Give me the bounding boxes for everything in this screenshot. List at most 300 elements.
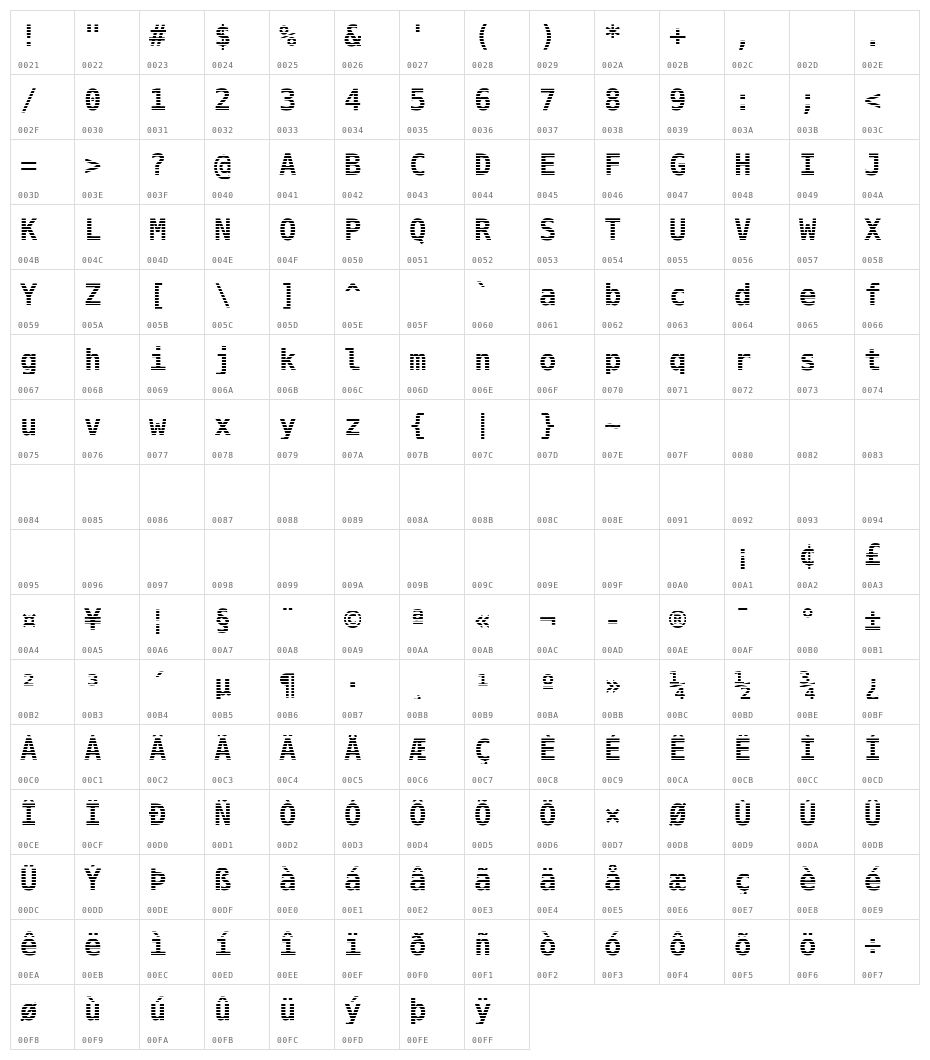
glyph-cell[interactable]: [140, 140, 205, 205]
glyph-cell[interactable]: [790, 595, 855, 660]
glyph-cell[interactable]: [790, 335, 855, 400]
glyph-cell[interactable]: [335, 595, 400, 660]
glyph-cell[interactable]: [75, 465, 140, 530]
glyph-cell[interactable]: [140, 465, 205, 530]
glyph-cell[interactable]: [400, 10, 465, 75]
glyph-code-label: 006F: [537, 386, 559, 395]
glyph-cell[interactable]: [335, 335, 400, 400]
glyph-cell[interactable]: [335, 790, 400, 855]
glyph-preview: y: [279, 408, 297, 442]
glyph-cell[interactable]: [855, 400, 920, 465]
glyph-code-label: 004B: [18, 256, 40, 265]
glyph-cell[interactable]: [400, 75, 465, 140]
glyph-preview: ã: [474, 863, 492, 897]
glyph-cell[interactable]: [400, 335, 465, 400]
glyph-code-label: 00A2: [797, 581, 819, 590]
glyph-cell[interactable]: [725, 465, 790, 530]
glyph-cell[interactable]: [335, 10, 400, 75]
glyph-cell[interactable]: [855, 920, 920, 985]
glyph-cell[interactable]: [725, 855, 790, 920]
glyph-preview: ": [84, 19, 102, 53]
glyph-cell[interactable]: [10, 205, 75, 270]
glyph-code-label: 0079: [277, 451, 299, 460]
glyph-cell[interactable]: [660, 140, 725, 205]
glyph-cell[interactable]: [725, 400, 790, 465]
glyph-cell[interactable]: [75, 660, 140, 725]
glyph-cell[interactable]: [530, 725, 595, 790]
glyph-cell[interactable]: [205, 205, 270, 270]
glyph-cell[interactable]: [530, 530, 595, 595]
glyph-cell[interactable]: [790, 530, 855, 595]
glyph-preview: 2: [214, 83, 232, 117]
glyph-cell[interactable]: [75, 400, 140, 465]
glyph-cell[interactable]: [400, 140, 465, 205]
glyph-cell[interactable]: [75, 75, 140, 140]
glyph-code-label: 00EE: [277, 971, 299, 980]
glyph-cell[interactable]: [75, 270, 140, 335]
glyph-cell[interactable]: [595, 595, 660, 660]
glyph-cell[interactable]: [595, 205, 660, 270]
glyph-cell[interactable]: [270, 400, 335, 465]
glyph-cell[interactable]: [205, 985, 270, 1050]
glyph-cell[interactable]: [660, 335, 725, 400]
glyph-cell[interactable]: [465, 465, 530, 530]
glyph-preview: ø: [20, 993, 38, 1027]
glyph-cell[interactable]: [400, 985, 465, 1050]
glyph-cell[interactable]: [595, 140, 660, 205]
glyph-cell[interactable]: [465, 920, 530, 985]
glyph-cell[interactable]: [855, 725, 920, 790]
glyph-cell[interactable]: [790, 205, 855, 270]
glyph-code-label: 004C: [82, 256, 104, 265]
glyph-cell[interactable]: [790, 140, 855, 205]
glyph-cell[interactable]: [530, 205, 595, 270]
glyph-code-label: 00C2: [147, 776, 169, 785]
glyph-cell[interactable]: [595, 790, 660, 855]
glyph-cell[interactable]: [270, 660, 335, 725]
glyph-cell[interactable]: [530, 335, 595, 400]
glyph-cell[interactable]: [205, 75, 270, 140]
glyph-cell[interactable]: [855, 270, 920, 335]
glyph-cell[interactable]: [595, 400, 660, 465]
glyph-cell[interactable]: [855, 140, 920, 205]
glyph-preview: {: [409, 408, 427, 442]
glyph-preview: Ò: [279, 798, 297, 832]
glyph-cell[interactable]: [595, 725, 660, 790]
glyph-cell[interactable]: [270, 10, 335, 75]
glyph-preview: É: [604, 733, 622, 767]
glyph-cell[interactable]: [400, 920, 465, 985]
glyph-cell[interactable]: [660, 855, 725, 920]
glyph-cell[interactable]: [465, 790, 530, 855]
glyph-cell[interactable]: [660, 75, 725, 140]
glyph-code-label: 0094: [862, 516, 884, 525]
glyph-cell[interactable]: [465, 595, 530, 660]
glyph-cell[interactable]: [725, 530, 790, 595]
glyph-cell[interactable]: [270, 140, 335, 205]
glyph-cell[interactable]: [660, 205, 725, 270]
glyph-code-label: 00CC: [797, 776, 819, 785]
glyph-cell[interactable]: [530, 465, 595, 530]
glyph-preview: u: [20, 408, 38, 442]
glyph-cell[interactable]: [205, 400, 270, 465]
glyph-preview: +: [669, 19, 687, 53]
glyph-cell[interactable]: [75, 205, 140, 270]
glyph-preview: 3: [279, 83, 297, 117]
glyph-cell[interactable]: [595, 335, 660, 400]
glyph-cell[interactable]: [400, 855, 465, 920]
glyph-preview: «: [474, 603, 492, 637]
glyph-cell[interactable]: [75, 985, 140, 1050]
glyph-cell[interactable]: [400, 595, 465, 660]
glyph-cell[interactable]: [140, 10, 205, 75]
glyph-cell[interactable]: [530, 855, 595, 920]
glyph-cell[interactable]: [335, 205, 400, 270]
glyph-preview: ¬: [539, 603, 557, 637]
glyph-cell[interactable]: [10, 465, 75, 530]
glyph-cell[interactable]: [270, 920, 335, 985]
glyph-cell[interactable]: [140, 400, 205, 465]
glyph-preview: Ñ: [214, 798, 232, 832]
glyph-cell[interactable]: [205, 270, 270, 335]
glyph-cell[interactable]: [530, 595, 595, 660]
glyph-code-label: 00AF: [732, 646, 754, 655]
glyph-preview: g: [20, 343, 38, 377]
glyph-code-label: 0053: [537, 256, 559, 265]
glyph-cell[interactable]: [595, 75, 660, 140]
glyph-cell[interactable]: [205, 465, 270, 530]
glyph-cell[interactable]: [205, 790, 270, 855]
glyph-cell[interactable]: [530, 10, 595, 75]
glyph-cell[interactable]: [855, 335, 920, 400]
glyph-preview: K: [20, 213, 38, 247]
glyph-code-label: 0060: [472, 321, 494, 330]
glyph-cell[interactable]: [530, 270, 595, 335]
glyph-code-label: 0095: [18, 581, 40, 590]
glyph-cell[interactable]: [335, 660, 400, 725]
glyph-cell[interactable]: [660, 660, 725, 725]
glyph-cell[interactable]: [140, 595, 205, 660]
glyph-code-label: 009E: [537, 581, 559, 590]
glyph-cell[interactable]: [790, 10, 855, 75]
glyph-cell[interactable]: [790, 270, 855, 335]
glyph-cell[interactable]: [790, 790, 855, 855]
glyph-code-label: 00DC: [18, 906, 40, 915]
glyph-cell[interactable]: [400, 725, 465, 790]
glyph-cell[interactable]: [660, 465, 725, 530]
glyph-cell[interactable]: [790, 400, 855, 465]
glyph-cell[interactable]: [465, 530, 530, 595]
glyph-cell[interactable]: [270, 985, 335, 1050]
glyph-preview: L: [84, 213, 102, 247]
glyph-code-label: 0086: [147, 516, 169, 525]
glyph-cell[interactable]: [140, 75, 205, 140]
glyph-cell[interactable]: [10, 140, 75, 205]
glyph-preview: Ì: [799, 733, 817, 767]
glyph-cell[interactable]: [335, 465, 400, 530]
glyph-cell[interactable]: [75, 530, 140, 595]
glyph-cell[interactable]: [400, 400, 465, 465]
glyph-cell[interactable]: [10, 660, 75, 725]
glyph-code-label: 00A8: [277, 646, 299, 655]
glyph-cell[interactable]: [855, 75, 920, 140]
glyph-cell[interactable]: [530, 920, 595, 985]
glyph-cell[interactable]: [270, 855, 335, 920]
glyph-cell[interactable]: [10, 985, 75, 1050]
glyph-cell[interactable]: [595, 660, 660, 725]
glyph-preview: #: [149, 19, 167, 53]
glyph-cell[interactable]: [140, 920, 205, 985]
glyph-cell[interactable]: [660, 530, 725, 595]
glyph-cell[interactable]: [205, 530, 270, 595]
glyph-code-label: 00B6: [277, 711, 299, 720]
glyph-code-label: 0080: [732, 451, 754, 460]
glyph-cell[interactable]: [465, 205, 530, 270]
glyph-cell[interactable]: [140, 335, 205, 400]
glyph-cell[interactable]: [530, 660, 595, 725]
glyph-cell[interactable]: [790, 855, 855, 920]
glyph-cell[interactable]: [335, 530, 400, 595]
glyph-cell[interactable]: [140, 855, 205, 920]
glyph-cell[interactable]: [140, 530, 205, 595]
glyph-cell[interactable]: [855, 10, 920, 75]
glyph-cell[interactable]: [140, 660, 205, 725]
glyph-cell[interactable]: [270, 335, 335, 400]
glyph-cell[interactable]: [75, 140, 140, 205]
glyph-preview: ñ: [474, 928, 492, 962]
glyph-cell[interactable]: [465, 855, 530, 920]
glyph-preview: -: [604, 603, 622, 637]
glyph-cell[interactable]: [790, 75, 855, 140]
glyph-code-label: 00D8: [667, 841, 689, 850]
glyph-cell[interactable]: [725, 10, 790, 75]
glyph-cell[interactable]: [140, 205, 205, 270]
glyph-cell[interactable]: [270, 465, 335, 530]
glyph-cell[interactable]: [205, 140, 270, 205]
glyph-preview: h: [84, 343, 102, 377]
glyph-cell[interactable]: [140, 725, 205, 790]
glyph-cell[interactable]: [400, 205, 465, 270]
glyph-cell[interactable]: [465, 660, 530, 725]
glyph-code-label: 00B9: [472, 711, 494, 720]
glyph-code-label: 00A9: [342, 646, 364, 655]
glyph-preview: ö: [799, 928, 817, 962]
glyph-preview: p: [604, 343, 622, 377]
glyph-cell[interactable]: [75, 790, 140, 855]
glyph-cell[interactable]: [725, 725, 790, 790]
glyph-cell[interactable]: [10, 725, 75, 790]
glyph-cell[interactable]: [270, 530, 335, 595]
glyph-cell[interactable]: [530, 400, 595, 465]
glyph-cell[interactable]: [10, 270, 75, 335]
glyph-cell[interactable]: [465, 985, 530, 1050]
glyph-preview: e: [799, 278, 817, 312]
glyph-preview: ': [409, 19, 427, 53]
glyph-cell[interactable]: [595, 270, 660, 335]
glyph-cell[interactable]: [205, 10, 270, 75]
glyph-cell[interactable]: [400, 530, 465, 595]
glyph-cell[interactable]: [790, 725, 855, 790]
glyph-cell[interactable]: [790, 465, 855, 530]
glyph-cell[interactable]: [335, 400, 400, 465]
glyph-cell[interactable]: [270, 725, 335, 790]
glyph-code-label: 00DD: [82, 906, 104, 915]
glyph-preview: Î: [20, 798, 38, 832]
glyph-cell[interactable]: [335, 855, 400, 920]
glyph-cell[interactable]: [270, 595, 335, 660]
glyph-cell[interactable]: [75, 920, 140, 985]
glyph-cell[interactable]: [400, 660, 465, 725]
glyph-cell[interactable]: [205, 725, 270, 790]
glyph-cell[interactable]: [855, 855, 920, 920]
glyph-code-label: 00F6: [797, 971, 819, 980]
glyph-cell[interactable]: [855, 595, 920, 660]
glyph-cell[interactable]: [660, 725, 725, 790]
glyph-cell[interactable]: [595, 10, 660, 75]
glyph-cell[interactable]: [10, 10, 75, 75]
glyph-cell[interactable]: [855, 205, 920, 270]
glyph-code-label: 0022: [82, 61, 104, 70]
glyph-preview: ú: [149, 993, 167, 1027]
glyph-cell[interactable]: [855, 530, 920, 595]
glyph-cell[interactable]: [140, 985, 205, 1050]
glyph-cell[interactable]: [660, 790, 725, 855]
glyph-preview: ¹: [474, 668, 492, 702]
glyph-cell[interactable]: [75, 10, 140, 75]
glyph-code-label: 00BE: [797, 711, 819, 720]
glyph-cell[interactable]: [790, 660, 855, 725]
glyph-preview: »: [604, 668, 622, 702]
glyph-cell[interactable]: [205, 920, 270, 985]
glyph-code-label: 002B: [667, 61, 689, 70]
glyph-cell[interactable]: [855, 660, 920, 725]
glyph-cell[interactable]: [465, 400, 530, 465]
glyph-preview: Ú: [799, 798, 817, 832]
glyph-cell[interactable]: [10, 335, 75, 400]
glyph-preview: C: [409, 148, 427, 182]
glyph-cell[interactable]: [465, 270, 530, 335]
glyph-code-label: 004D: [147, 256, 169, 265]
glyph-code-label: 0048: [732, 191, 754, 200]
glyph-cell[interactable]: [140, 270, 205, 335]
glyph-cell[interactable]: [530, 790, 595, 855]
glyph-code-label: 0033: [277, 126, 299, 135]
glyph-cell[interactable]: [400, 270, 465, 335]
glyph-preview: !: [20, 19, 38, 53]
glyph-cell[interactable]: [660, 270, 725, 335]
glyph-cell[interactable]: [660, 595, 725, 660]
glyph-cell[interactable]: [335, 75, 400, 140]
glyph-cell[interactable]: [595, 920, 660, 985]
glyph-code-label: 00A0: [667, 581, 689, 590]
glyph-cell[interactable]: [10, 790, 75, 855]
glyph-cell[interactable]: [530, 140, 595, 205]
glyph-cell[interactable]: [10, 855, 75, 920]
glyph-cell[interactable]: [10, 595, 75, 660]
glyph-cell[interactable]: [335, 985, 400, 1050]
glyph-cell[interactable]: [595, 465, 660, 530]
glyph-cell[interactable]: [855, 790, 920, 855]
glyph-cell[interactable]: [75, 595, 140, 660]
glyph-code-label: 0041: [277, 191, 299, 200]
glyph-cell[interactable]: [400, 790, 465, 855]
glyph-cell[interactable]: [725, 660, 790, 725]
glyph-preview: Ï: [84, 798, 102, 832]
glyph-cell[interactable]: [75, 855, 140, 920]
glyph-code-label: 0069: [147, 386, 169, 395]
glyph-cell[interactable]: [465, 335, 530, 400]
glyph-preview: þ: [409, 993, 427, 1027]
glyph-cell[interactable]: [205, 855, 270, 920]
glyph-cell[interactable]: [10, 920, 75, 985]
glyph-preview: ¨: [279, 603, 297, 637]
glyph-preview: 7: [539, 83, 557, 117]
glyph-preview: ¤: [20, 603, 38, 637]
glyph-cell[interactable]: [725, 140, 790, 205]
glyph-cell[interactable]: [205, 660, 270, 725]
glyph-cell[interactable]: [10, 400, 75, 465]
glyph-cell[interactable]: [660, 400, 725, 465]
glyph-cell[interactable]: [725, 595, 790, 660]
glyph-cell[interactable]: [465, 10, 530, 75]
glyph-cell[interactable]: [270, 205, 335, 270]
glyph-preview: N: [214, 213, 232, 247]
glyph-cell[interactable]: [465, 75, 530, 140]
glyph-code-label: 00DB: [862, 841, 884, 850]
glyph-cell[interactable]: [465, 725, 530, 790]
glyph-cell[interactable]: [660, 920, 725, 985]
glyph-cell[interactable]: [335, 920, 400, 985]
glyph-code-label: 00EC: [147, 971, 169, 980]
glyph-cell[interactable]: [400, 465, 465, 530]
glyph-preview: ,: [734, 19, 752, 53]
glyph-cell[interactable]: [725, 335, 790, 400]
glyph-cell[interactable]: [335, 270, 400, 335]
glyph-cell[interactable]: [205, 335, 270, 400]
glyph-cell[interactable]: [465, 140, 530, 205]
glyph-cell[interactable]: [270, 75, 335, 140]
glyph-preview: k: [279, 343, 297, 377]
glyph-cell[interactable]: [75, 335, 140, 400]
glyph-cell[interactable]: [855, 465, 920, 530]
glyph-code-label: 00DA: [797, 841, 819, 850]
glyph-cell[interactable]: [270, 270, 335, 335]
glyph-cell[interactable]: [10, 75, 75, 140]
glyph-cell[interactable]: [140, 790, 205, 855]
glyph-code-label: 00A4: [18, 646, 40, 655]
glyph-cell[interactable]: [530, 75, 595, 140]
glyph-cell[interactable]: [725, 75, 790, 140]
glyph-cell[interactable]: [75, 725, 140, 790]
glyph-cell[interactable]: [595, 855, 660, 920]
glyph-code-label: 0072: [732, 386, 754, 395]
glyph-cell[interactable]: [660, 10, 725, 75]
glyph-preview: n: [474, 343, 492, 377]
glyph-cell[interactable]: [205, 595, 270, 660]
glyph-cell[interactable]: [335, 140, 400, 205]
glyph-preview: 0: [84, 83, 102, 117]
glyph-code-label: 00F5: [732, 971, 754, 980]
glyph-cell[interactable]: [10, 530, 75, 595]
glyph-cell[interactable]: [725, 205, 790, 270]
glyph-cell[interactable]: [725, 920, 790, 985]
glyph-cell[interactable]: [595, 530, 660, 595]
glyph-cell[interactable]: [725, 270, 790, 335]
glyph-cell[interactable]: [335, 725, 400, 790]
glyph-cell[interactable]: [790, 920, 855, 985]
glyph-cell[interactable]: [725, 790, 790, 855]
glyph-cell[interactable]: [270, 790, 335, 855]
